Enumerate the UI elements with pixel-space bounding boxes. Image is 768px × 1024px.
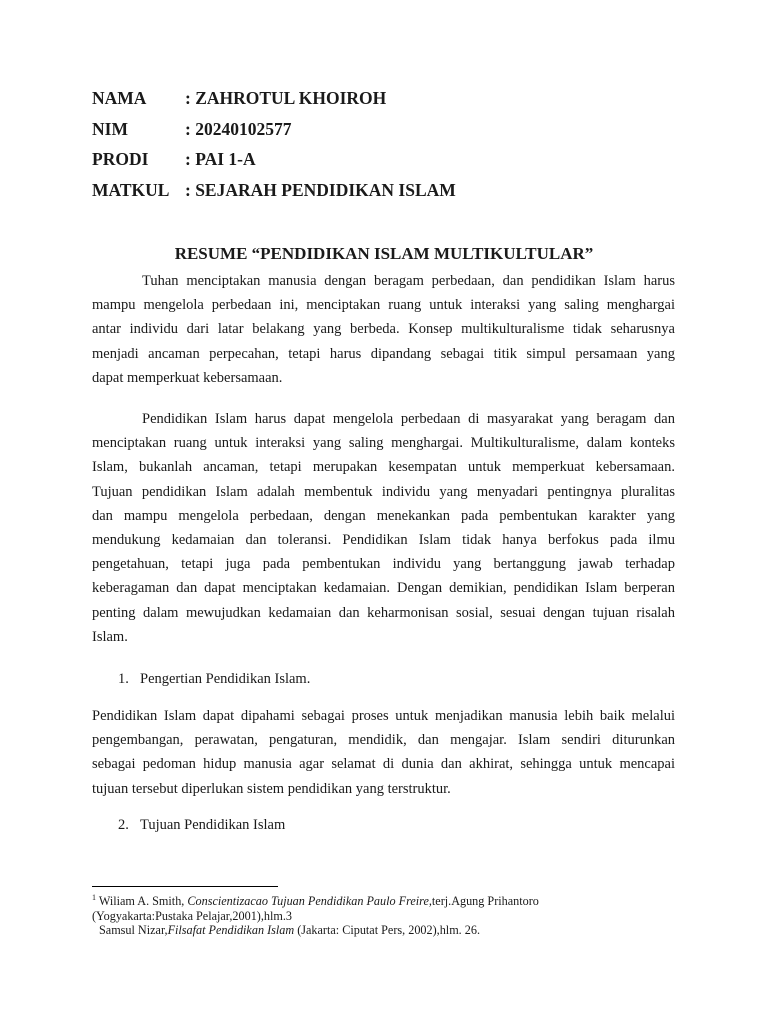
footnote-marker: 1 — [92, 892, 96, 902]
text-line: mampu mengelola perbedaan ini, menciptakan ruang untuk interaksi yang saling menghargai — [92, 297, 675, 314]
header-value: : 20240102577 — [185, 119, 292, 139]
footnote-author: Wiliam A. Smith, — [96, 894, 188, 908]
list-item-1 — [118, 671, 310, 688]
paragraph-1 — [92, 269, 675, 390]
text-line: antar individu dari latar belakang yang berbeda. Konsep multikulturalisme tidak seharusnya — [92, 321, 675, 338]
header-value: : ZAHROTUL KHOIROH — [185, 88, 387, 108]
header-label: NIM — [92, 119, 128, 139]
header-row-nama — [92, 88, 386, 108]
text-line: mendukung kedamaian dan toleransi. Pendidikan Islam tidak hanya berfokus pada ilmu — [92, 532, 675, 549]
header-row-nim — [92, 119, 291, 139]
text-line: Pendidikan Islam harus dapat mengelola perbedaan di masyarakat yang beragam dan — [142, 411, 675, 427]
text-line: Islam, bukanlah ancaman, tetapi merupakan kesempatan untuk memperkuat kebersamaan. — [92, 459, 675, 476]
list-number: 2. — [118, 817, 129, 833]
text-line: Tujuan pendidikan Islam adalah membentuk individu yang menyadari pentingnya pluralitas — [92, 483, 675, 500]
list-number: 1. — [118, 671, 129, 687]
footnote-book-title: Conscientizacao Tujuan Pendidikan Paulo Freire, — [187, 894, 432, 908]
text-line: menjadi ancaman perpecahan, tetapi harus dipandang sebagai titik simpul persamaan yang — [92, 345, 675, 362]
text-line: Tuhan menciptakan manusia dengan beragam perbedaan, dan pendidikan Islam harus — [142, 273, 675, 289]
footnote-book-title: Filsafat Pendidikan Islam — [167, 923, 295, 937]
header-row-prodi — [92, 149, 256, 169]
document-title: RESUME “PENDIDIKAN ISLAM MULTIKULTULAR” — [174, 244, 594, 263]
paragraph-2 — [92, 407, 675, 649]
text-line: penting dalam mewujudkan kedamaian dan keharmonisan sosial, sesuai dengan tujuan risalah — [92, 604, 675, 621]
footnote-details: (Jakarta: Ciputat Pers, 2002),hlm. 26. — [294, 923, 481, 937]
text-line: dapat memperkuat kebersamaan. — [92, 369, 283, 386]
text-line: sebagai pedoman hidup manusia agar selamat di dunia dan akhirat, sehingga untuk mencapai — [92, 756, 675, 773]
text-line: keberagaman dan dapat menciptakan kedamaian. Dengan demikian, pendidikan Islam berperan — [92, 580, 675, 597]
list-item-2 — [118, 817, 285, 834]
list-item-label: Tujuan Pendidikan Islam — [140, 817, 286, 833]
text-line: pengembangan, perawatan, pengaturan, mendidik, dan mengajar. Islam sendiri diturunkan — [92, 732, 675, 749]
text-line: dan mampu mengelola perbedaan, dengan menekankan pada pembentukan karakter yang — [92, 507, 675, 524]
footnote-author: Samsul Nizar, — [99, 923, 168, 937]
header-label: MATKUL — [92, 180, 170, 200]
paragraph-3 — [92, 704, 675, 801]
footnote-1 — [92, 894, 692, 923]
header-value: : SEJARAH PENDIDIKAN ISLAM — [185, 180, 456, 200]
footnote-2 — [99, 923, 699, 938]
text-line: Pendidikan Islam dapat dipahami sebagai proses untuk menjadikan manusia lebih baik melalui — [92, 708, 675, 724]
text-line: pengetahuan, tetapi juga pada pembentukan individu yang bertanggung jawab terhadap — [92, 556, 675, 573]
header-label: PRODI — [92, 149, 149, 169]
text-line: Islam. — [92, 628, 128, 645]
footnote-details-line2: (Yogyakarta:Pustaka Pelajar,2001),hlm.3 — [92, 908, 293, 923]
footnote-separator — [92, 886, 278, 887]
header-value: : PAI 1-A — [185, 149, 256, 169]
footnote-details: terj.Agung Prihantoro — [431, 894, 539, 908]
header-label: NAMA — [92, 88, 147, 108]
list-item-label: Pengertian Pendidikan Islam. — [140, 671, 311, 687]
header-row-matkul — [92, 180, 456, 200]
text-line: menciptakan ruang untuk interaksi yang saling menghargai. Multikulturalisme, dalam konteks — [92, 435, 675, 452]
text-line: tujuan tersebut diperlukan sistem pendidikan yang terstruktur. — [92, 780, 451, 797]
